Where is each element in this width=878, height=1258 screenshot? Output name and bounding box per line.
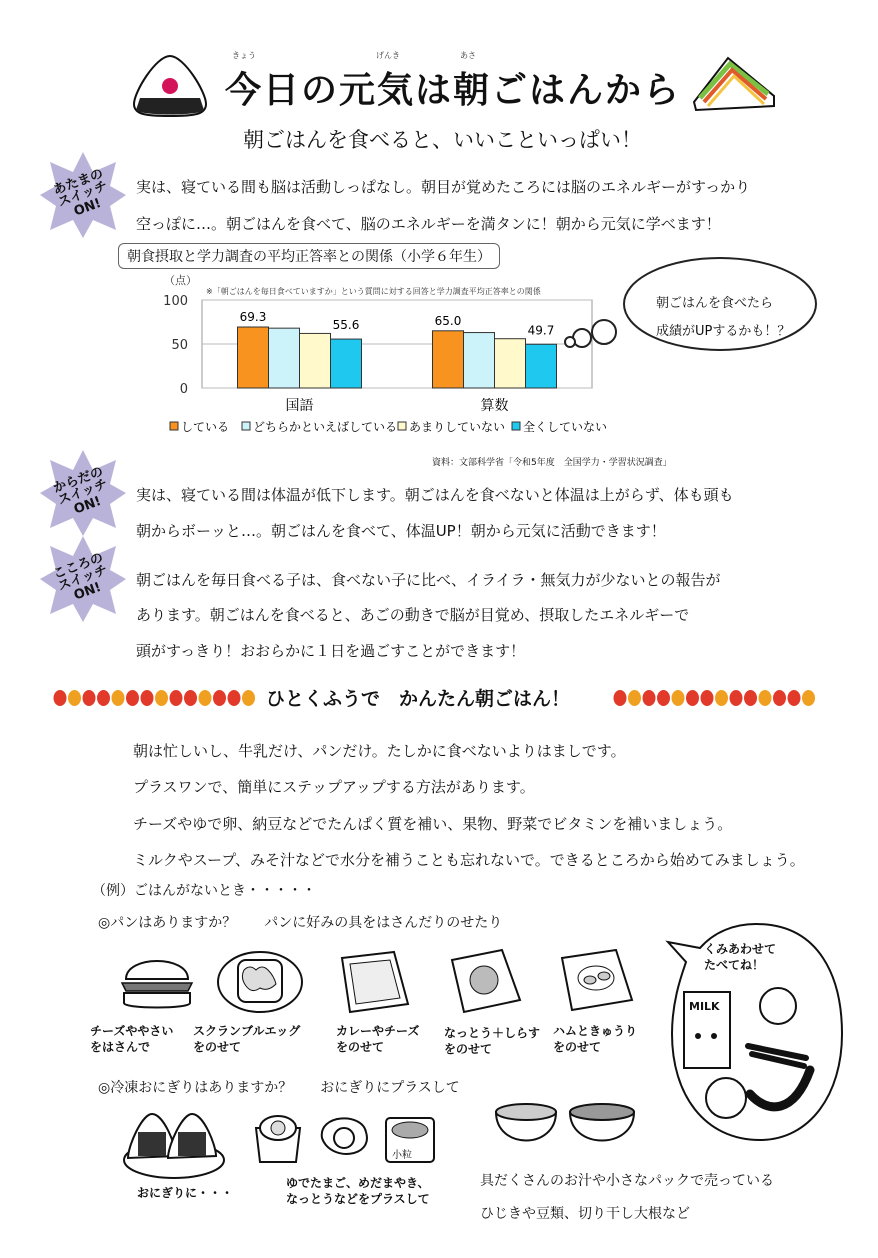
bar <box>495 339 526 388</box>
onigiri-icon <box>130 52 210 118</box>
y-tick-label: 0 <box>179 382 188 397</box>
curry-toast-icon <box>330 946 416 1016</box>
tomato-icon <box>672 690 685 706</box>
tip-line: チーズやゆで卵、納豆などでたんぱく質を補い、果物、野菜でビタミンを補いましょう。 <box>133 815 733 833</box>
tomato-icon <box>744 690 757 706</box>
tomato-icon <box>715 690 728 706</box>
y-tick-label: 100 <box>163 294 188 309</box>
body-text-line: 実は、寝ている間は体温が低下します。朝ごはんを食べないと体温は上がらず、体も頭も <box>136 486 734 504</box>
soup-text-line: ひじきや豆類、切り干し大根など <box>480 1206 690 1222</box>
tomato-icon <box>802 690 815 706</box>
bar <box>269 328 300 388</box>
natto-toast-icon <box>442 946 528 1016</box>
heart-text-line: 頭がすっきり！おおらかに１日を過ごすことができます！ <box>136 642 526 660</box>
title-ruby: きょう <box>232 51 256 60</box>
onigiri-plate-icon <box>120 1106 228 1182</box>
y-tick-label: 50 <box>171 338 188 353</box>
soup-bowls-icon <box>490 1094 640 1160</box>
tomato-icon <box>155 690 168 706</box>
data-label: 49.7 <box>527 323 555 338</box>
source-note: 資料：文部科学省「令和5年度 全国学力・学習状況調査」 <box>432 458 672 468</box>
tomato-icon <box>170 690 183 706</box>
bar <box>433 331 464 388</box>
legend-label: している <box>181 420 230 434</box>
milk-label: MILK <box>689 1000 720 1013</box>
bar <box>300 333 331 388</box>
legend-label: あまりしていない <box>409 420 506 434</box>
tomato-icon <box>628 690 641 706</box>
badge-heart-label: こころの スイッチ ON! <box>51 549 110 604</box>
bar <box>526 344 557 388</box>
bread-question: ◎パンはありますか？ パンに好みの具をはさんだりのせたり <box>98 915 503 931</box>
tomato-icon <box>701 690 714 706</box>
subtitle: 朝ごはんを食べると、いいこといっぱい！ <box>243 128 642 152</box>
x-category-label: 算数 <box>480 398 509 414</box>
tomato-icon <box>54 690 67 706</box>
badge-body-label: からだの スイッチ ON! <box>51 463 110 518</box>
scrambled-egg-toast-icon <box>214 946 306 1016</box>
tomato-icon <box>199 690 212 706</box>
tomato-icon <box>788 690 801 706</box>
tomato-icon <box>643 690 656 706</box>
natto-label: 小粒 <box>392 1150 412 1161</box>
bread-caption: ハムときゅうり をのせて <box>553 1024 638 1054</box>
data-label: 55.6 <box>332 318 360 333</box>
bar <box>238 327 269 388</box>
badge-head-label: あたまの スイッチ ON! <box>51 165 110 220</box>
bread-caption: スクランブルエッグ をのせて <box>193 1024 301 1054</box>
legend-swatch <box>242 422 250 430</box>
soup-text-line: 具だくさんのお汁や小さなパックで売っている <box>480 1173 774 1189</box>
badge-body <box>38 448 128 538</box>
tomato-icon <box>83 690 96 706</box>
bread-caption: カレーやチーズ をのせて <box>336 1024 420 1054</box>
bar <box>331 339 362 388</box>
head-text-line: 実は、寝ている間も脳は活動しっぱなし。朝目が覚めたころには脳のエネルギーがすっかり <box>136 178 751 196</box>
y-axis-label: （点） <box>164 274 197 287</box>
legend-label: 全くしていない <box>523 420 608 434</box>
body-text-line: 朝からボーッと…。朝ごはんを食べて、体温UP！朝から元気に活動できます！ <box>136 522 666 540</box>
tomato-icon <box>184 690 197 706</box>
bread-caption: チーズややさい をはさんで <box>90 1024 174 1054</box>
data-label: 65.0 <box>434 313 462 328</box>
tomato-icon <box>759 690 772 706</box>
combine-text: くみあわせて たべてね！ <box>704 942 777 972</box>
onigiri-question: ◎冷凍おにぎりはありますか？ おにぎりにプラスして <box>98 1080 460 1096</box>
badge-head <box>38 150 128 240</box>
legend-swatch <box>398 422 406 430</box>
tomato-row-right <box>612 686 822 708</box>
sandwich-icon <box>688 52 780 112</box>
legend-swatch <box>170 422 178 430</box>
head-text-line: 空っぽに…。朝ごはんを食べて、脳のエネルギーを満タンに！朝から元気に学べます！ <box>136 215 721 233</box>
onigiri-caption: おにぎりに・・・ <box>137 1186 234 1200</box>
burger-icon <box>112 945 202 1017</box>
bar <box>464 333 495 388</box>
bread-caption: なっとう＋しらす をのせて <box>444 1026 541 1056</box>
tomato-icon <box>686 690 699 706</box>
cloud-line-1: 朝ごはんを食べたら <box>656 296 774 311</box>
tomato-icon <box>141 690 154 706</box>
cloud-line-2: 成績がUPするかも！？ <box>656 324 791 339</box>
bar-chart <box>160 270 620 440</box>
tomato-icon <box>126 690 139 706</box>
title-ruby: あさ <box>460 51 476 60</box>
data-label: 69.3 <box>239 310 267 325</box>
tomato-icon <box>112 690 125 706</box>
ham-cucumber-toast-icon <box>552 946 638 1016</box>
tomato-icon <box>242 690 255 706</box>
chart-title: 朝食摂取と学力調査の平均正答率との関係（小学６年生） <box>118 243 500 269</box>
tomato-icon <box>213 690 226 706</box>
chart-note: ※「朝ごはんを毎日食べていますか」という質問に対する回答と学力調査平均正答率との関係 <box>206 287 541 296</box>
section-title: ひとくふうで かんたん朝ごはん！ <box>266 688 571 710</box>
x-category-label: 国語 <box>285 398 314 414</box>
legend-swatch <box>512 422 520 430</box>
tomato-icon <box>68 690 81 706</box>
tomato-icon <box>730 690 743 706</box>
badge-heart <box>38 534 128 624</box>
title-ruby: げんき <box>376 51 400 60</box>
tomato-row-left <box>52 686 262 708</box>
tip-line: 朝は忙しいし、牛乳だけ、パンだけ。たしかに食べないよりはましです。 <box>133 742 626 760</box>
tomato-icon <box>657 690 670 706</box>
tomato-icon <box>228 690 241 706</box>
tomato-icon <box>773 690 786 706</box>
tomato-icon <box>614 690 627 706</box>
onigiri-caption: ゆでたまご、めだまやき、 なっとうなどをプラスして <box>286 1176 430 1206</box>
page-title: 今日の元気は朝ごはんから <box>225 70 682 111</box>
tip-line: プラスワンで、簡単にステップアップする方法があります。 <box>133 778 535 796</box>
heart-text-line: あります。朝ごはんを食べると、あごの動きで脳が目覚め、摂取したエネルギーで <box>136 606 690 624</box>
tip-line: ミルクやスープ、みそ汁などで水分を補うことも忘れないで。できるところから始めてみましょう。 <box>133 851 805 869</box>
heart-text-line: 朝ごはんを毎日食べる子は、食べない子に比べ、イライラ・無気力が少ないとの報告が <box>136 571 721 589</box>
legend-label: どちらかといえばしている <box>253 420 398 434</box>
tomato-icon <box>97 690 110 706</box>
example-label: （例）ごはんがないとき・・・・・ <box>92 883 316 899</box>
